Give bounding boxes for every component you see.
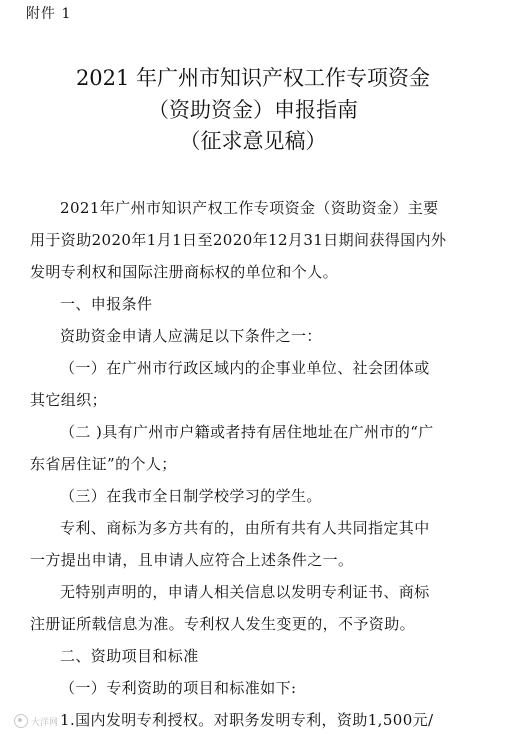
body-line: （一）在广州市行政区域内的企事业单位、社会团体或 — [60, 359, 430, 377]
body-line: 资助资金申请人应满足以下条件之一： — [60, 327, 322, 345]
watermark-logo-icon — [14, 714, 28, 728]
watermark-text: 大洋网 — [31, 717, 59, 728]
body-line: 东省居住证”的个人； — [30, 455, 177, 473]
body-line: 注册证所载信息为准。专利权人发生变更的，不予资助。 — [30, 615, 416, 633]
document-title-line-3: （征求意见稿） — [179, 129, 327, 153]
attachment-label: 附件 1 — [26, 6, 72, 22]
section-heading: 二、资助项目和标准 — [60, 647, 199, 665]
document-title-line-1: 2021 年广州市知识产权工作专项资金 — [75, 66, 431, 90]
body-line: 发明专利权和国际注册商标权的单位和个人。 — [30, 263, 339, 281]
body-line: 1.国内发明专利授权。对职务发明专利，资助1,500元/ — [60, 711, 434, 729]
body-line: 无特别声明的，申请人相关信息以发明专利证书、商标 — [60, 583, 430, 601]
body-line: （三）在我市全日制学校学习的学生。 — [60, 487, 322, 505]
body-line: 专利、商标为多方共有的，由所有共有人共同指定其中 — [60, 519, 430, 537]
document-title-line-2: （资助资金）申报指南 — [148, 98, 358, 122]
body-line: （二 )具有广州市户籍或者持有居住地址在广州市的“广 — [60, 423, 434, 441]
body-line: 其它组织； — [30, 391, 108, 409]
body-line: （一）专利资助的项目和标准如下: — [60, 679, 297, 697]
section-heading: 一、申报条件 — [60, 295, 153, 313]
body-line: 一方提出申请，且申请人应符合上述条件之一。 — [30, 551, 354, 569]
body-line: 2021年广州市知识产权工作专项资金（资助资金）主要 — [60, 199, 439, 217]
watermark — [14, 714, 58, 728]
body-line: 用于资助2020年1月1日至2020年12月31日期间获得国内外 — [30, 231, 447, 249]
